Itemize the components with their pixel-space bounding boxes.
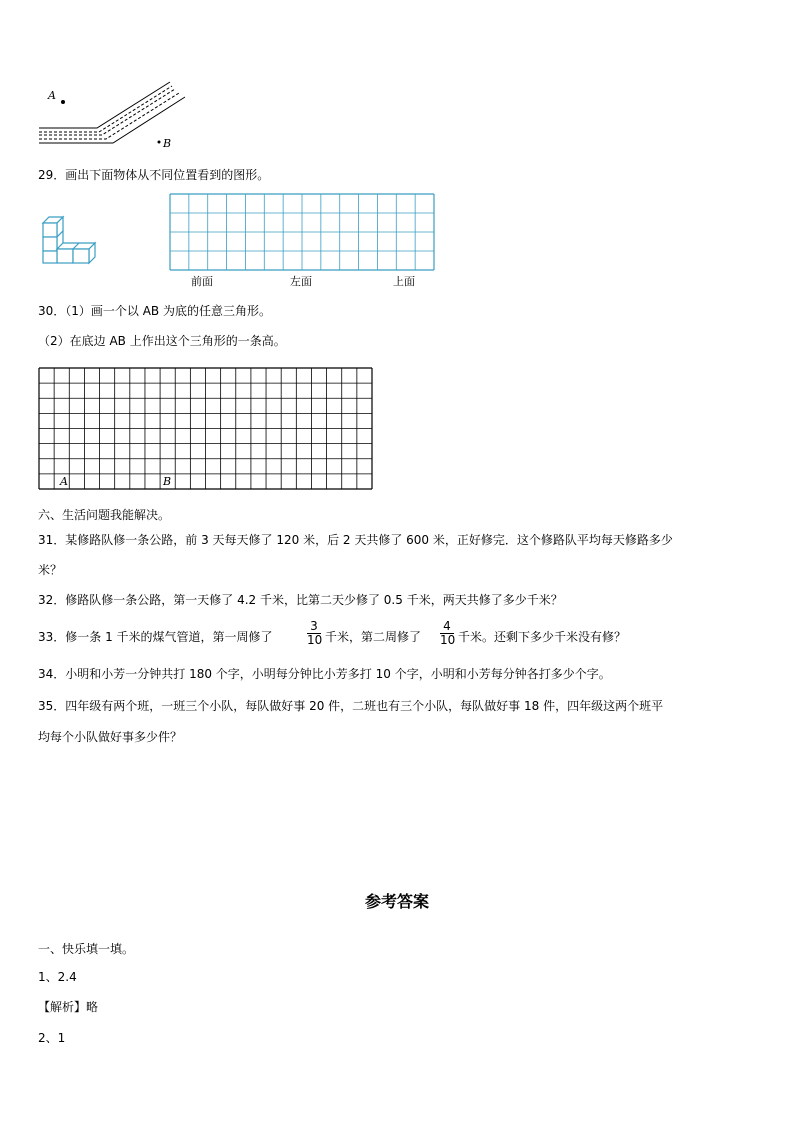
- answers-title: 参考答案: [364, 892, 429, 911]
- question-35-line2: 均每个小队做好事多少件？: [38, 730, 183, 744]
- question-33-part1: 33．修一条 1 千米的煤气管道，第一周修了: [38, 630, 273, 644]
- fraction-denominator: 10: [440, 633, 456, 647]
- fraction-numerator: 4: [443, 619, 451, 633]
- answer-1-note: 【解析】略: [38, 1000, 99, 1014]
- point-b-label: B: [163, 137, 172, 150]
- fraction-denominator: 10: [307, 633, 323, 647]
- fraction-4-10: [440, 620, 454, 647]
- fraction-numerator: 3: [310, 619, 318, 633]
- view-label-top: 上面: [393, 275, 415, 288]
- question-31-line1: 31．某修路队修一条公路，前 3 天每天修了 120 米，后 2 天共修了 600 米，正好修完．这个修路队平均每天修路多少: [38, 533, 673, 547]
- question-33-part2: 千米，第二周修了: [325, 630, 422, 644]
- base-point-b-label: B: [163, 475, 172, 488]
- point-a-label: A: [48, 89, 56, 102]
- cubes-figure: [37, 217, 99, 269]
- base-point-a-label: A: [60, 475, 68, 488]
- view-label-front: 前面: [191, 275, 213, 288]
- drawing-grid-30[interactable]: [39, 368, 373, 490]
- question-29: 29．画出下面物体从不同位置看到的图形。: [38, 168, 270, 182]
- drawing-grid-29[interactable]: [170, 194, 435, 271]
- question-31-line2: 米？: [38, 563, 63, 577]
- view-label-left: 左面: [290, 275, 312, 288]
- answers-section-1: 一、快乐填一填。: [38, 942, 135, 956]
- section-6-heading: 六、生活问题我能解决。: [38, 508, 171, 522]
- answer-2: 2、1: [38, 1031, 66, 1045]
- question-35-line1: 35．四年级有两个班，一班三个小队，每队做好事 20 件，二班也有三个小队，每队做好事 18 件，四年级这两个班平: [38, 699, 664, 713]
- question-30-part1: 30．（1）画一个以 AB 为底的任意三角形。: [38, 304, 271, 318]
- answer-1: 1、2.4: [38, 970, 77, 984]
- fraction-3-10: [307, 620, 321, 647]
- question-32: 32．修路队修一条公路，第一天修了 4.2 千米，比第二天少修了 0.5 千米，两天共修了多少千米？: [38, 593, 563, 607]
- question-30-part2: （2）在底边 AB 上作出这个三角形的一条高。: [38, 334, 286, 348]
- question-33-part3: 千米。还剩下多少千米没有修？: [458, 630, 627, 644]
- question-34: 34．小明和小芳一分钟共打 180 个字，小明每分钟比小芳多打 10 个字，小明和小芳每分钟各打多少个字。: [38, 667, 611, 681]
